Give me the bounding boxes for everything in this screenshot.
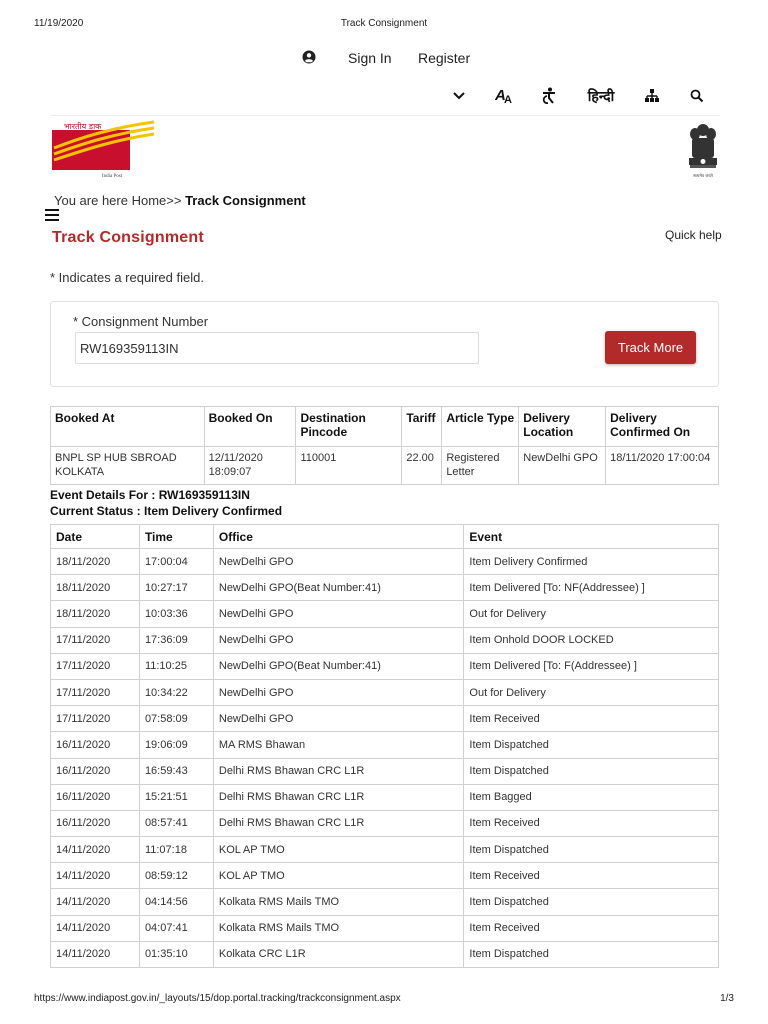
office-header: Office [213,525,464,549]
booking-details-table [50,406,719,485]
event-row [51,915,719,941]
event-date-cell: 17/11/2020 [51,679,140,705]
event-event-cell: Item Dispatched [464,941,719,967]
event-office-cell: Delhi RMS Bhawan CRC L1R [213,784,464,810]
event-row [51,889,719,915]
delivery-location-header: Delivery Location [519,407,606,447]
destination-pincode-header: Destination Pincode [296,407,402,447]
event-event-cell: Item Delivered [To: F(Addressee) ] [464,653,719,679]
consignment-form [50,301,719,387]
booked-on-cell: 12/11/2020 18:09:07 [204,447,296,485]
breadcrumb [54,193,306,208]
event-date-cell: 14/11/2020 [51,941,140,967]
event-event-cell: Item Delivery Confirmed [464,549,719,575]
event-office-cell: NewDelhi GPO(Beat Number:41) [213,575,464,601]
event-date-cell: 14/11/2020 [51,837,140,863]
event-date-cell: 18/11/2020 [51,601,140,627]
logo-subtext: India Post [102,174,123,179]
event-summary [50,487,282,519]
event-office-cell: Kolkata CRC L1R [213,941,464,967]
event-header: Event [464,525,719,549]
current-status: Current Status : Item Delivery Confirmed [50,504,283,518]
event-event-cell: Item Dispatched [464,837,719,863]
event-date-cell: 14/11/2020 [51,915,140,941]
register-link[interactable]: Register [418,50,471,66]
event-office-cell: Delhi RMS Bhawan CRC L1R [213,810,464,836]
header-divider [50,115,720,116]
hindi-language-link[interactable]: हिन्दी [587,87,615,104]
svg-text:A: A [504,94,512,105]
event-row [51,732,719,758]
event-date-cell: 16/11/2020 [51,810,140,836]
event-event-cell: Out for Delivery [464,601,719,627]
event-row [51,941,719,967]
page-url: https://www.indiapost.gov.in/_layouts/15/dop.portal.tracking/trackconsignment.aspx [34,993,401,1004]
event-time-cell: 11:10:25 [139,653,213,679]
chevron-down-icon[interactable] [450,84,468,108]
tariff-header: Tariff [402,407,442,447]
required-note: * Indicates a required field. [50,270,204,285]
event-row [51,653,719,679]
quick-help-link[interactable]: Quick help [665,228,722,242]
event-office-cell: NewDelhi GPO(Beat Number:41) [213,653,464,679]
event-time-cell: 19:06:09 [139,732,213,758]
page-title: Track Consignment [52,229,204,246]
event-office-cell: NewDelhi GPO [213,601,464,627]
article-type-cell: Registered Letter [442,447,519,485]
event-time-cell: 15:21:51 [139,784,213,810]
india-post-logo[interactable] [50,120,158,180]
event-date-cell: 16/11/2020 [51,732,140,758]
event-event-cell: Item Received [464,863,719,889]
event-event-cell: Item Delivered [To: NF(Addressee) ] [464,575,719,601]
consignment-number-input[interactable] [75,332,479,364]
delivery-location-cell: NewDelhi GPO [519,447,606,485]
event-row [51,601,719,627]
event-time-cell: 04:14:56 [139,889,213,915]
event-time-cell: 01:35:10 [139,941,213,967]
booked-on-header: Booked On [204,407,296,447]
event-date-cell: 14/11/2020 [51,863,140,889]
event-time-cell: 17:36:09 [139,627,213,653]
event-row [51,627,719,653]
print-date: 11/19/2020 [34,18,84,29]
breadcrumb-current: Track Consignment [185,193,306,208]
breadcrumb-prefix[interactable]: You are here Home>> [54,193,182,208]
menu-icon[interactable] [44,208,60,222]
page-number: 1/3 [720,993,734,1004]
event-date-cell: 14/11/2020 [51,889,140,915]
track-more-button[interactable]: Track More [605,331,696,364]
event-time-cell: 04:07:41 [139,915,213,941]
time-header: Time [139,525,213,549]
event-office-cell: NewDelhi GPO [213,549,464,575]
event-row [51,706,719,732]
booking-header-row [51,407,719,447]
event-office-cell: KOL AP TMO [213,837,464,863]
event-event-cell: Item Dispatched [464,889,719,915]
event-row [51,784,719,810]
event-event-cell: Item Dispatched [464,758,719,784]
event-date-cell: 18/11/2020 [51,575,140,601]
event-office-cell: NewDelhi GPO [213,679,464,705]
accessibility-toolbar [0,84,768,108]
booked-at-cell: BNPL SP HUB SBROAD KOLKATA [51,447,205,485]
event-office-cell: MA RMS Bhawan [213,732,464,758]
event-time-cell: 16:59:43 [139,758,213,784]
event-date-cell: 18/11/2020 [51,549,140,575]
font-size-icon[interactable] [494,84,516,108]
event-row [51,758,719,784]
sitemap-icon[interactable] [643,84,661,108]
event-event-cell: Item Received [464,706,719,732]
event-time-cell: 08:59:12 [139,863,213,889]
delivery-confirmed-cell: 18/11/2020 17:00:04 [606,447,719,485]
event-event-cell: Item Received [464,915,719,941]
accessibility-icon[interactable] [540,84,558,108]
event-table [50,524,719,968]
event-date-cell: 16/11/2020 [51,758,140,784]
event-date-cell: 17/11/2020 [51,653,140,679]
date-header: Date [51,525,140,549]
event-time-cell: 10:03:36 [139,601,213,627]
article-type-header: Article Type [442,407,519,447]
logo-text: भारतीय डाक [64,122,102,131]
svg-text:A: A [495,87,506,104]
event-row [51,810,719,836]
event-date-cell: 16/11/2020 [51,784,140,810]
event-office-cell: Kolkata RMS Mails TMO [213,889,464,915]
print-title: Track Consignment [340,18,428,29]
event-time-cell: 08:57:41 [139,810,213,836]
booking-row [51,447,719,485]
event-office-cell: NewDelhi GPO [213,627,464,653]
event-office-cell: Delhi RMS Bhawan CRC L1R [213,758,464,784]
event-event-cell: Item Dispatched [464,732,719,758]
emblem-motto: सत्यमेव जयते [693,173,713,178]
tariff-cell: 22.00 [402,447,442,485]
national-emblem [684,122,722,180]
event-header-row [51,525,719,549]
event-office-cell: KOL AP TMO [213,863,464,889]
event-time-cell: 17:00:04 [139,549,213,575]
search-icon[interactable] [688,84,706,108]
event-event-cell: Item Received [464,810,719,836]
event-date-cell: 17/11/2020 [51,627,140,653]
consignment-number-label: * Consignment Number [73,314,209,329]
event-event-cell: Item Bagged [464,784,719,810]
event-time-cell: 10:27:17 [139,575,213,601]
event-row [51,863,719,889]
event-date-cell: 17/11/2020 [51,706,140,732]
event-event-cell: Out for Delivery [464,679,719,705]
booked-at-header: Booked At [51,407,205,447]
event-time-cell: 11:07:18 [139,837,213,863]
event-row [51,679,719,705]
event-office-cell: NewDelhi GPO [213,706,464,732]
auth-bar [0,48,768,68]
event-time-cell: 10:34:22 [139,679,213,705]
sign-in-link[interactable]: Sign In [348,50,392,66]
event-event-cell: Item Onhold DOOR LOCKED [464,627,719,653]
event-row [51,837,719,863]
event-row [51,549,719,575]
event-row [51,575,719,601]
destination-pincode-cell: 110001 [296,447,402,485]
delivery-confirmed-header: Delivery Confirmed On [606,407,719,447]
event-time-cell: 07:58:09 [139,706,213,732]
user-icon[interactable] [302,50,316,64]
event-details-heading: Event Details For : RW169359113IN [50,488,250,502]
event-office-cell: Kolkata RMS Mails TMO [213,915,464,941]
